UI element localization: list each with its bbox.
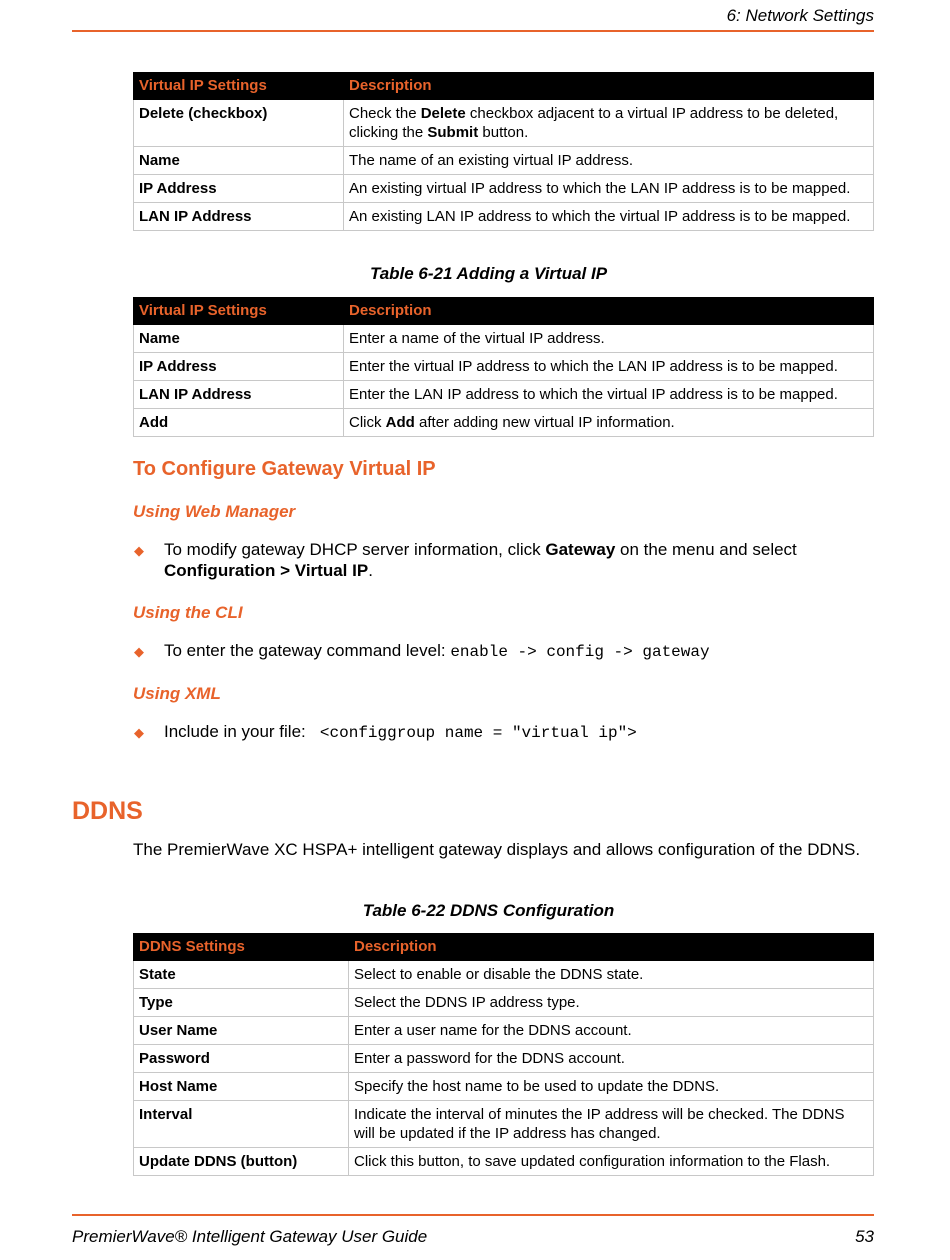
bullet-text: Include in your file: <configgroup name = "virtual ip"> [164, 722, 637, 742]
footer-rule [72, 1214, 874, 1216]
column-header: DDNS Settings [134, 934, 349, 961]
description-cell: Enter a password for the DDNS account. [349, 1045, 874, 1073]
table-row [134, 381, 874, 409]
column-header: Description [344, 298, 874, 325]
description-cell: An existing virtual IP address to which the LAN IP address is to be mapped. [344, 175, 874, 203]
description-cell: Specify the host name to be used to update the DDNS. [349, 1073, 874, 1101]
description-cell: Indicate the interval of minutes the IP address will be checked. The DDNS will be updated if the IP address has changed. [349, 1101, 874, 1148]
description-cell: Enter the virtual IP address to which the LAN IP address is to be mapped. [344, 353, 874, 381]
column-header: Description [344, 73, 874, 100]
section-heading: To Configure Gateway Virtual IP [133, 458, 436, 480]
setting-cell: IP Address [134, 353, 344, 381]
setting-cell: User Name [134, 1017, 349, 1045]
table-row [134, 1073, 874, 1101]
table-row [134, 989, 874, 1017]
table-row [134, 353, 874, 381]
table-row [134, 961, 874, 989]
table-row [134, 409, 874, 437]
table-row [134, 325, 874, 353]
setting-cell: LAN IP Address [134, 381, 344, 409]
description-cell: Check the Delete checkbox adjacent to a virtual IP address to be deleted, clicking the Submit button. [344, 100, 874, 147]
chapter-heading: DDNS [72, 797, 143, 825]
setting-cell: Name [134, 147, 344, 175]
setting-cell: Add [134, 409, 344, 437]
description-cell: Enter the LAN IP address to which the virtual IP address is to be mapped. [344, 381, 874, 409]
bullet-diamond-icon: ◆ [134, 725, 144, 740]
table-row [134, 1101, 874, 1148]
table-row [134, 203, 874, 231]
table-row [134, 100, 874, 147]
setting-cell: Interval [134, 1101, 349, 1148]
table-caption: Table 6-21 Adding a Virtual IP [369, 264, 608, 283]
description-cell: Click this button, to save updated configuration information to the Flash. [349, 1148, 874, 1176]
header-rule [72, 30, 874, 32]
bullet-text: To enter the gateway command level: enable -> config -> gateway [164, 641, 710, 661]
bullet-diamond-icon: ◆ [134, 644, 144, 659]
footer-title: PremierWave® Intelligent Gateway User Guide [72, 1227, 428, 1246]
ddns-table [133, 933, 874, 1176]
page-number: 53 [855, 1227, 874, 1246]
setting-cell: Update DDNS (button) [134, 1148, 349, 1176]
description-cell: Enter a user name for the DDNS account. [349, 1017, 874, 1045]
subsection-heading: Using Web Manager [133, 502, 296, 521]
setting-cell: LAN IP Address [134, 203, 344, 231]
setting-cell: IP Address [134, 175, 344, 203]
table-row [134, 1045, 874, 1073]
table-row [134, 1017, 874, 1045]
description-cell: Enter a name of the virtual IP address. [344, 325, 874, 353]
description-cell: Select the DDNS IP address type. [349, 989, 874, 1017]
description-cell: An existing LAN IP address to which the virtual IP address is to be mapped. [344, 203, 874, 231]
setting-cell: Password [134, 1045, 349, 1073]
table-row [134, 175, 874, 203]
subsection-heading: Using XML [133, 684, 221, 703]
virtual-ip-table [133, 72, 874, 231]
description-cell: The name of an existing virtual IP address. [344, 147, 874, 175]
subsection-heading: Using the CLI [133, 603, 243, 622]
bullet-diamond-icon: ◆ [134, 543, 144, 558]
column-header: Description [349, 934, 874, 961]
column-header: Virtual IP Settings [134, 73, 344, 100]
table-row [134, 147, 874, 175]
description-cell: Select to enable or disable the DDNS state. [349, 961, 874, 989]
table-caption: Table 6-22 DDNS Configuration [362, 901, 615, 920]
setting-cell: Type [134, 989, 349, 1017]
intro-paragraph: The PremierWave XC HSPA+ intelligent gateway displays and allows configuration of the DDNS. [133, 840, 861, 859]
bullet-text: To modify gateway DHCP server information, click Gateway on the menu and select Configuration > Virtual IP. [164, 540, 797, 580]
setting-cell: Delete (checkbox) [134, 100, 344, 147]
table-row [134, 1148, 874, 1176]
setting-cell: State [134, 961, 349, 989]
setting-cell: Name [134, 325, 344, 353]
column-header: Virtual IP Settings [134, 298, 344, 325]
description-cell: Click Add after adding new virtual IP information. [344, 409, 874, 437]
running-header: 6: Network Settings [726, 6, 874, 25]
setting-cell: Host Name [134, 1073, 349, 1101]
add-virtual-ip-table [133, 297, 874, 437]
